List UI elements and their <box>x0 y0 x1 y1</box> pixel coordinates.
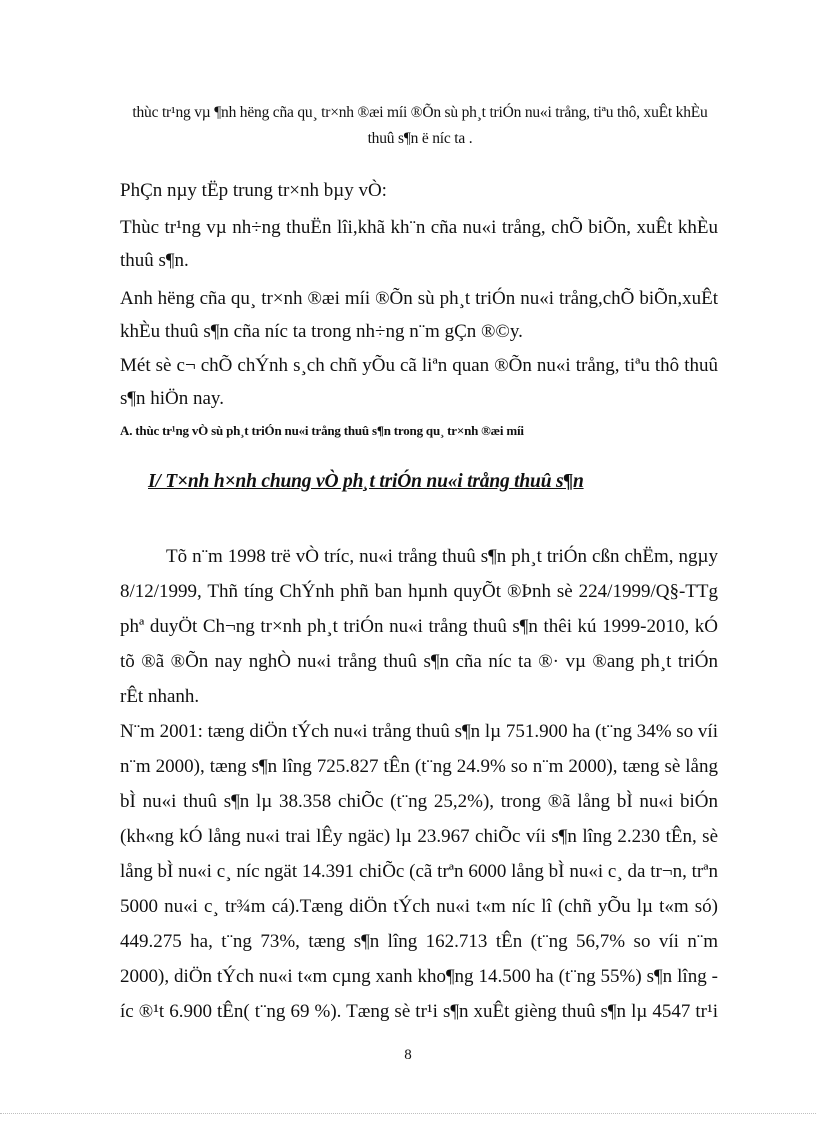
body-paragraph-1: Tõ n¨m 1998 trë vÒ tríc, nu«i trång thuû s¶n ph¸t triÓn cßn chËm, ngµy 8/12/1999, Thñ tíng ChÝnh phñ ban hµnh quyÕt ®Þnh sè 224/1999/Q§-TTg phª duyÖt Ch¬ng tr×nh ph¸t triÓn nu«i trång thuû s¶n thêi kú 1999-2010, kÓ tõ ®ã ®Õn nay nghÒ nu«i trång thuû s¶n cña níc ta ®· vµ ®ang ph¸t triÓn rÊt nhanh. <box>120 546 718 707</box>
body-paragraph-2: N¨m 2001: tæng diÖn tÝch nu«i trång thuû s¶n lµ 751.900 ha (t¨ng 34% so víi n¨m 2000), tæng s¶n lîng 725.827 tÊn (t¨ng 24.9% so n¨m 2000), tæng sè lång bÌ nu«i thuû s¶n lµ 38.358 chiÕc (t¨ng 25,2%), trong ®ã lång bÌ nu«i biÓn (kh«ng kÓ lång nu«i trai lÊy ngäc) lµ 23.967 chiÕc víi s¶n lîng 2.230 tÊn, sè lång bÌ nu«i c¸ níc ngät 14.391 chiÕc (cã trªn 6000 lång bÌ nu«i c¸ da tr¬n, trªn 5000 nu«i c¸ tr¾m cá).Tæng diÖn tÝch nu«i t«m níc lî (chñ yÕu lµ t«m só) 449.275 ha, t¨ng 73%, tæng s¶n lîng 162.713 tÊn (t¨ng 56,7% so víi n¨m 2000), diÖn tÝch nu«i t«m cµng xanh kho¶ng 14.500 ha (t¨ng 55%) s¶n lîng íc ®¹t 6.900 tÊn( t¨ng 69 %). Tæng sè tr¹i s¶n xuÊt gièng thuû s¶n lµ 4547 tr¹i <box>120 721 718 1022</box>
lead-in-text: PhÇn nµy tËp trung tr×nh bµy vÒ: <box>120 180 387 201</box>
bullet-paragraph-1: Thùc tr¹ng vµ nh÷ng thuËn lîi,khã kh¨n cña nu«i trång, chÕ biÕn, xuÊt khÈu thuû s¶n. <box>120 217 718 271</box>
intro-text: thùc tr¹ng vµ ¶nh hëng cña qu¸ tr×nh ®æi míi ®Õn sù ph¸t triÓn nu«i trång, tiªu thô, xuÊt khÈu thuû s¶n ë níc ta . <box>132 104 708 147</box>
page-bottom-divider <box>0 1113 816 1114</box>
section-heading-1: I/ T×nh h×nh chung vÒ ph¸t triÓn nu«i trång thuû s¶n <box>148 471 584 492</box>
bullet-paragraph-2: Anh hëng cña qu¸ tr×nh ®æi míi ®Õn sù ph¸t triÓn nu«i trång,chÕ biÕn,xuÊt khÈu thuû s¶n cña níc ta trong nh÷ng n¨m gÇn ®©y. <box>120 288 718 342</box>
section-a-title: A. thùc tr¹ng vÒ sù ph¸t triÓn nu«i trång thuû s¶n trong qu¸ tr×nh ®æi míi <box>120 423 524 438</box>
bullet-paragraph-3: Mét sè c¬ chÕ chÝnh s¸ch chñ yÕu cã liªn quan ®Õn nu«i trång, tiªu thô thuû s¶n hiÖn nay. <box>120 355 718 409</box>
page-number: 8 <box>404 1047 412 1063</box>
